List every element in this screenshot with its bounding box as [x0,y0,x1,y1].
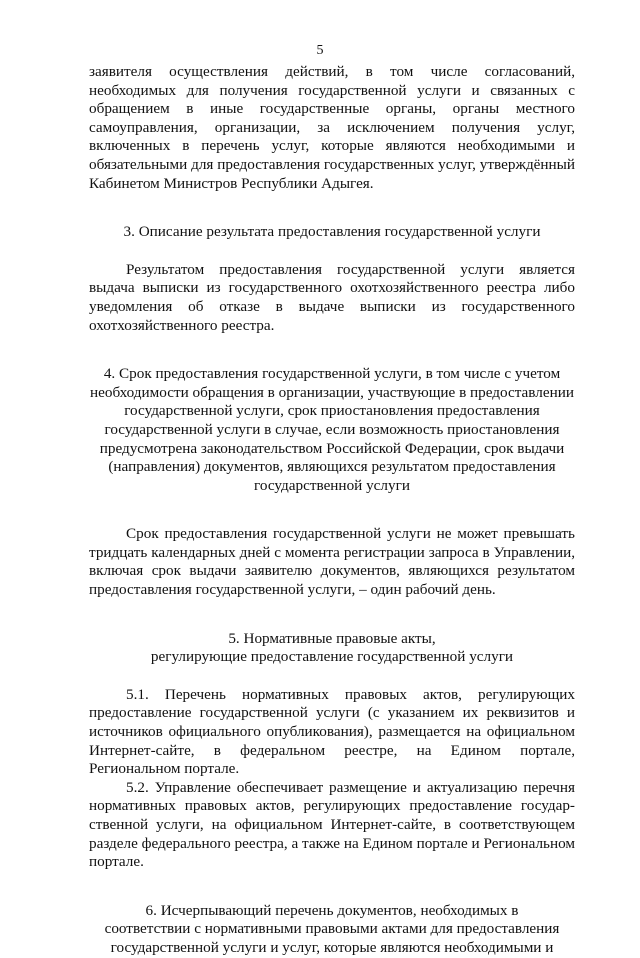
text-line: Кабинетом Министров Республики Адыгея. [89,174,374,192]
heading-line: необходимости обращения в организации, участвующие в предоставлении [90,383,574,401]
section-5-2-paragraph: 5.2. Управление обеспечивает размещение и актуализацию перечня нормативных правовых актов, регулирующих предоставление государ-ственной услуги, на официальном Интернет-сайте, в соответствующем разделе федерального реестра, а также на Едином портале и Региональном портале. [89,778,575,871]
text-line: самоуправления, организации, за исключением получения услуг, [89,118,575,136]
heading-line: (направления) документов, являющихся результатом предоставления [108,458,556,476]
continuation-paragraph [89,63,575,193]
text-line: обязательными для предоставления государственных услуг, утверждённый [89,155,575,173]
section-5-heading [89,630,575,667]
heading-line: 6. Исчерпывающий перечень документов, необходимых в [145,901,519,919]
page-number: 5 [316,43,324,58]
section-3-heading: 3. Описание результата предоставления государственной услуги [123,223,541,241]
heading-line: 4. Срок предоставления государственной услуги, в том числе с учетом [103,365,561,383]
heading-line: предусмотрена законодательством Российской Федерации, срок выдачи [99,439,565,457]
section-5-1-paragraph: 5.1. Перечень нормативных правовых актов, регулирующих предоставление государственной услуги (с указанием их реквизитов и источников официального опубликования), размещается на официальном Интернет-сайте, в федеральном реестре, на Едином портале, Региональном портале. [89,685,575,778]
heading-line: 5. Нормативные правовые акты, [228,629,436,647]
section-4-heading [89,365,575,495]
section-4-body: Срок предоставления государственной услуги не может превышать тридцать календарных дней с момента регистрации запроса в Управлении, включая срок выдачи заявителю документов, являющихся результатом предоставления государственной услуги, – один рабочий день. [89,525,575,599]
heading-line: государственной услуги и услуг, которые являются необходимыми и [110,938,554,956]
heading-line: соответствии с нормативными правовыми актами для предоставления [104,920,560,938]
page-content [89,63,575,958]
heading-line: регулирующие предоставление государственной услуги [150,648,514,666]
heading-line: государственной услуги, срок приостановления предоставления [124,402,540,420]
text-line: заявителя осуществления действий, в том числе согласований, [89,63,575,80]
text-line: включенных в перечень услуг, которые являются необходимыми и [89,137,575,155]
text-line: обращением в иные государственные органы, органы местного [89,100,575,118]
section-6-heading [89,902,575,958]
text-line: необходимых для получения государственной услуги и связанных с [89,81,575,99]
section-3-body: Результатом предоставления государственной услуги является выдача выписки из государственного охотхозяйственного реестра либо уведомления об отказе в выдаче выписки из государственного охотхозяйственного реестра. [89,260,575,334]
heading-line: государственной услуги [254,476,410,494]
heading-line: государственной услуги в случае, если возможность приостановления [104,420,560,438]
